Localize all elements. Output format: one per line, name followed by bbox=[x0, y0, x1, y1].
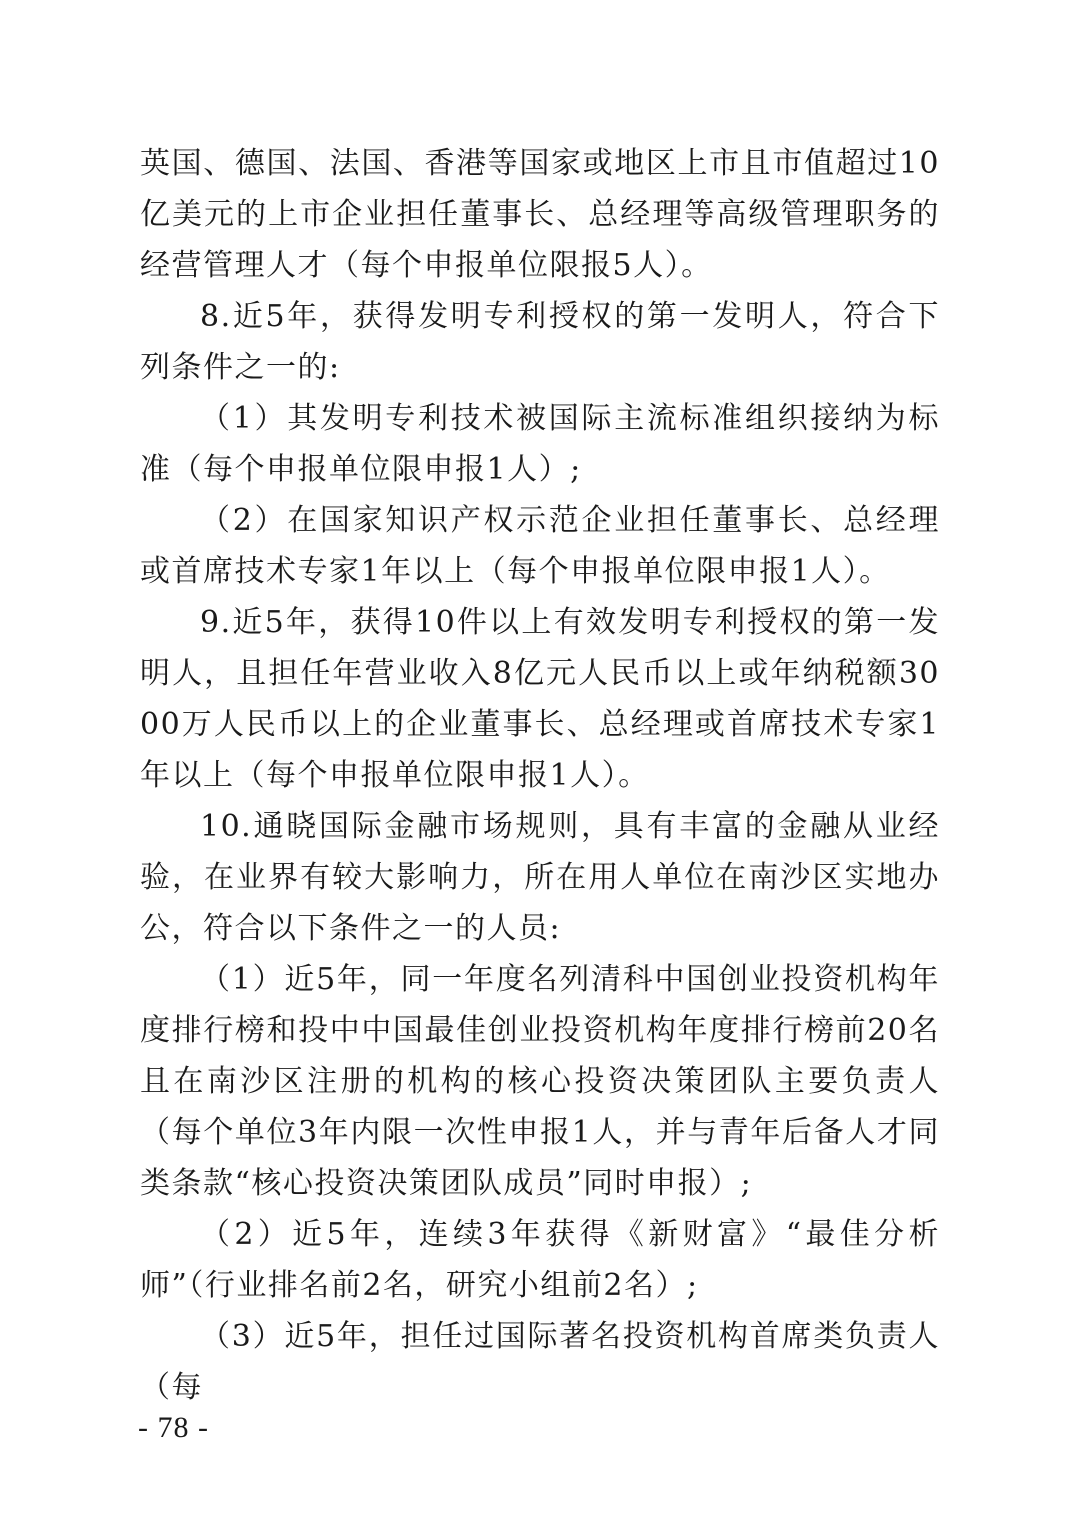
paragraph-continuation: 英国、德国、法国、香港等国家或地区上市且市值超过10亿美元的上市企业担任董事长、总经理等高级管理职务的经营管理人才（每个申报单位限报5人）。 bbox=[140, 146, 940, 283]
page-number: - 78 - bbox=[138, 1411, 209, 1444]
paragraph-item-8-2: （2）在国家知识产权示范企业担任董事长、总经理或首席技术专家1年以上（每个申报单位限申报1人）。 bbox=[140, 503, 940, 589]
paragraph-item-9: 9.近5年，获得10件以上有效发明专利授权的第一发明人，且担任年营业收入8亿元人民币以上或年纳税额3000万人民币以上的企业董事长、总经理或首席技术专家1年以上（每个申报单位限申报1人）。 bbox=[140, 605, 940, 793]
paragraph-item-10: 10.通晓国际金融市场规则，具有丰富的金融从业经验，在业界有较大影响力，所在用人单位在南沙区实地办公，符合以下条件之一的人员: bbox=[140, 809, 940, 946]
paragraph-item-8: 8.近5年，获得发明专利授权的第一发明人，符合下列条件之一的: bbox=[140, 299, 940, 385]
paragraph-item-10-3: （3）近5年，担任过国际著名投资机构首席类负责人（每 bbox=[140, 1319, 940, 1405]
paragraph-item-10-1: （1）近5年，同一年度名列清科中国创业投资机构年度排行榜和投中中国最佳创业投资机构年度排行榜前20名且在南沙区注册的机构的核心投资决策团队主要负责人（每个单位3年内限一次性申报1人，并与青年后备人才同类条款“核心投资决策团队成员”同时申报）; bbox=[140, 962, 940, 1201]
paragraph-item-10-2: （2）近5年，连续3年获得《新财富》“最佳分析师”（行业排名前2名，研究小组前2名）; bbox=[140, 1217, 940, 1303]
document-body bbox=[140, 138, 940, 1413]
paragraph-item-8-1: （1）其发明专利技术被国际主流标准组织接纳为标准（每个申报单位限申报1人）; bbox=[140, 401, 940, 487]
